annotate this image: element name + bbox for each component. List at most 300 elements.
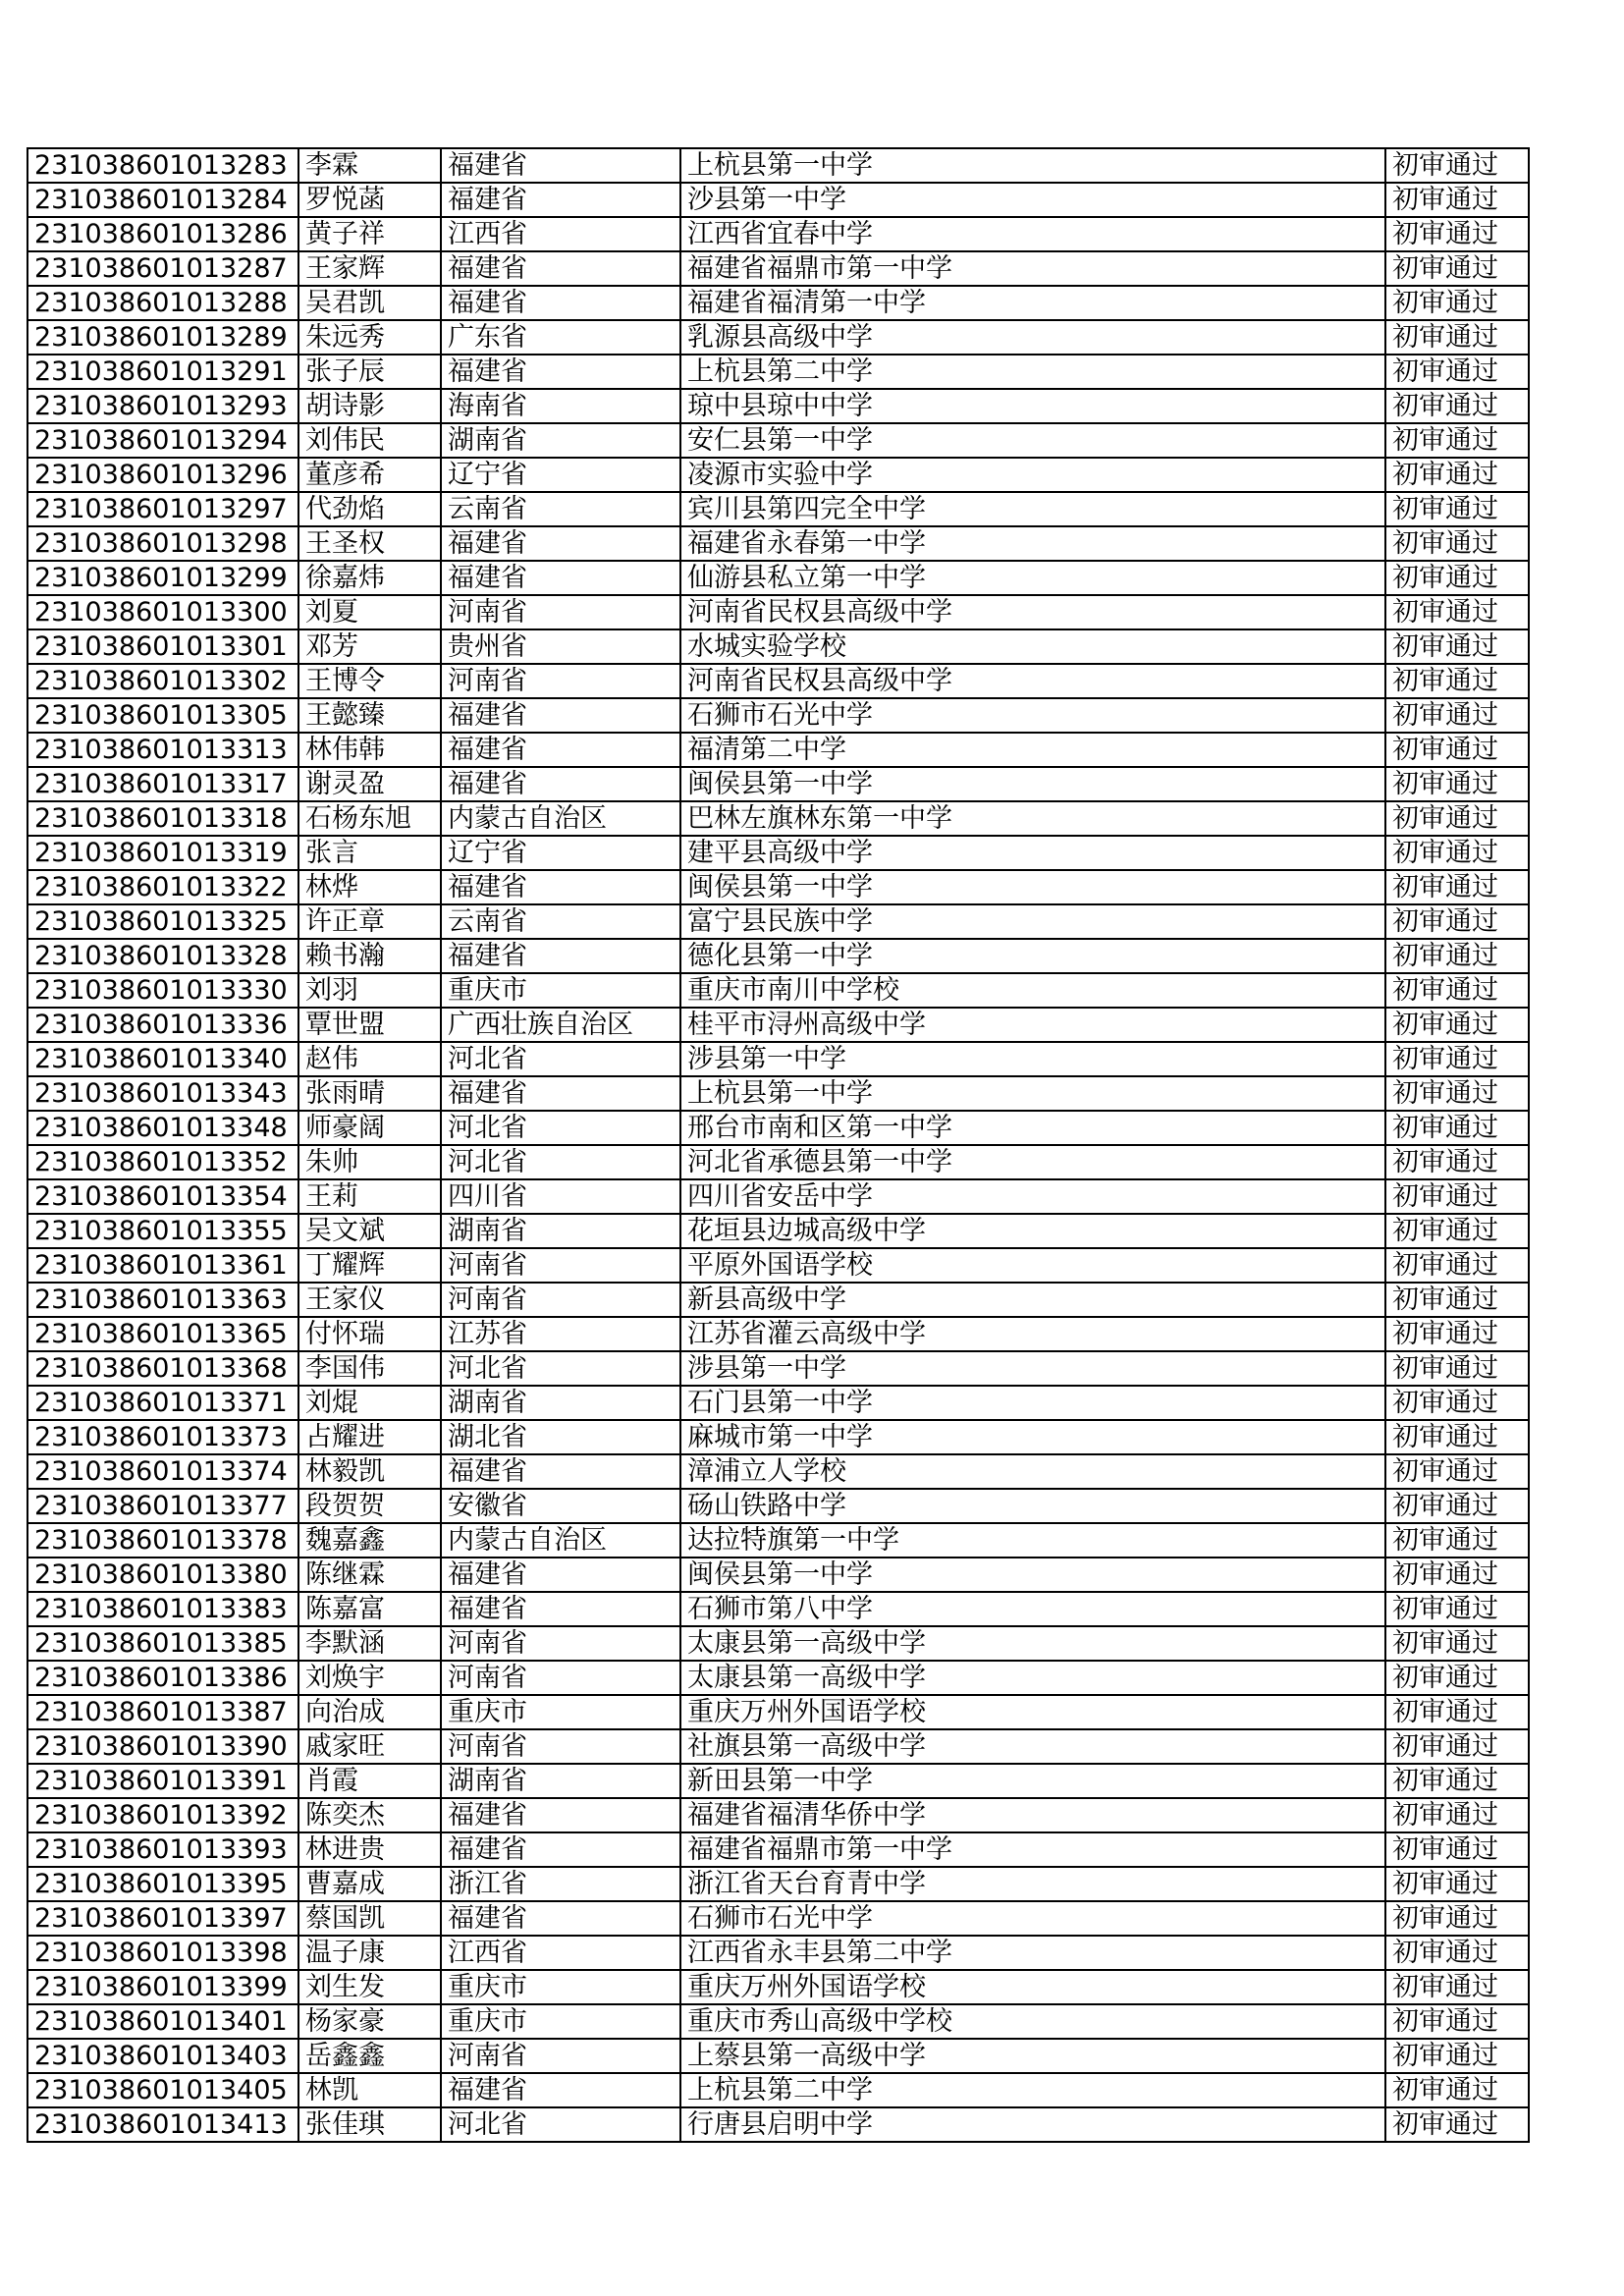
cell-name: 张言 — [298, 836, 441, 870]
cell-status: 初审通过 — [1385, 1317, 1529, 1351]
table-row — [27, 1214, 1529, 1248]
cell-province: 海南省 — [441, 389, 680, 423]
cell-province: 福建省 — [441, 1592, 680, 1626]
table-row — [27, 2073, 1529, 2107]
table-row — [27, 1145, 1529, 1179]
cell-name: 吴君凯 — [298, 286, 441, 320]
cell-province: 福建省 — [441, 526, 680, 561]
cell-status: 初审通过 — [1385, 561, 1529, 595]
cell-registration-id: 231038601013283 — [27, 148, 298, 183]
cell-school: 凌源市实验中学 — [680, 458, 1385, 492]
cell-registration-id: 231038601013325 — [27, 904, 298, 939]
cell-name: 李默涵 — [298, 1626, 441, 1661]
cell-school: 达拉特旗第一中学 — [680, 1523, 1385, 1558]
cell-school: 四川省安岳中学 — [680, 1179, 1385, 1214]
cell-name: 李霖 — [298, 148, 441, 183]
cell-status: 初审通过 — [1385, 1970, 1529, 2004]
cell-registration-id: 231038601013399 — [27, 1970, 298, 2004]
cell-province: 重庆市 — [441, 2004, 680, 2039]
cell-name: 戚家旺 — [298, 1729, 441, 1764]
cell-registration-id: 231038601013352 — [27, 1145, 298, 1179]
results-table-body — [27, 148, 1529, 2142]
cell-school: 行唐县启明中学 — [680, 2107, 1385, 2142]
cell-school: 平原外国语学校 — [680, 1248, 1385, 1283]
cell-name: 陈嘉富 — [298, 1592, 441, 1626]
table-row — [27, 1832, 1529, 1867]
cell-province: 福建省 — [441, 1832, 680, 1867]
cell-school: 社旗县第一高级中学 — [680, 1729, 1385, 1764]
cell-school: 仙游县私立第一中学 — [680, 561, 1385, 595]
cell-school: 新县高级中学 — [680, 1283, 1385, 1317]
cell-registration-id: 231038601013391 — [27, 1764, 298, 1798]
cell-registration-id: 231038601013286 — [27, 217, 298, 251]
cell-school: 江西省宜春中学 — [680, 217, 1385, 251]
cell-name: 温子康 — [298, 1936, 441, 1970]
cell-school: 福建省福鼎市第一中学 — [680, 1832, 1385, 1867]
cell-registration-id: 231038601013380 — [27, 1558, 298, 1592]
cell-registration-id: 231038601013348 — [27, 1111, 298, 1145]
cell-school: 上杭县第二中学 — [680, 355, 1385, 389]
cell-status: 初审通过 — [1385, 526, 1529, 561]
cell-province: 广东省 — [441, 320, 680, 355]
cell-province: 福建省 — [441, 1076, 680, 1111]
cell-province: 福建省 — [441, 939, 680, 973]
cell-school: 重庆万州外国语学校 — [680, 1970, 1385, 2004]
cell-name: 徐嘉炜 — [298, 561, 441, 595]
cell-province: 重庆市 — [441, 1695, 680, 1729]
cell-status: 初审通过 — [1385, 1936, 1529, 1970]
cell-school: 福建省福清华侨中学 — [680, 1798, 1385, 1832]
cell-registration-id: 231038601013318 — [27, 801, 298, 836]
cell-status: 初审通过 — [1385, 1592, 1529, 1626]
cell-status: 初审通过 — [1385, 1454, 1529, 1489]
cell-province: 江西省 — [441, 217, 680, 251]
cell-registration-id: 231038601013328 — [27, 939, 298, 973]
cell-school: 上杭县第一中学 — [680, 148, 1385, 183]
cell-status: 初审通过 — [1385, 1695, 1529, 1729]
cell-school: 河南省民权县高级中学 — [680, 664, 1385, 698]
cell-name: 刘伟民 — [298, 423, 441, 458]
cell-status: 初审通过 — [1385, 1523, 1529, 1558]
table-row — [27, 629, 1529, 664]
cell-status: 初审通过 — [1385, 251, 1529, 286]
table-row — [27, 939, 1529, 973]
cell-registration-id: 231038601013365 — [27, 1317, 298, 1351]
cell-province: 内蒙古自治区 — [441, 1523, 680, 1558]
cell-school: 巴林左旗林东第一中学 — [680, 801, 1385, 836]
cell-status: 初审通过 — [1385, 801, 1529, 836]
cell-name: 张子辰 — [298, 355, 441, 389]
cell-name: 董彦希 — [298, 458, 441, 492]
cell-status: 初审通过 — [1385, 1489, 1529, 1523]
cell-registration-id: 231038601013287 — [27, 251, 298, 286]
table-row — [27, 1764, 1529, 1798]
cell-registration-id: 231038601013373 — [27, 1420, 298, 1454]
cell-status: 初审通过 — [1385, 183, 1529, 217]
table-row — [27, 2039, 1529, 2073]
cell-registration-id: 231038601013368 — [27, 1351, 298, 1386]
cell-registration-id: 231038601013313 — [27, 733, 298, 767]
cell-status: 初审通过 — [1385, 217, 1529, 251]
cell-registration-id: 231038601013377 — [27, 1489, 298, 1523]
cell-province: 重庆市 — [441, 973, 680, 1008]
cell-status: 初审通过 — [1385, 1626, 1529, 1661]
cell-name: 杨家豪 — [298, 2004, 441, 2039]
cell-province: 福建省 — [441, 2073, 680, 2107]
cell-province: 江苏省 — [441, 1317, 680, 1351]
table-row — [27, 1867, 1529, 1901]
cell-name: 刘焜 — [298, 1386, 441, 1420]
cell-school: 福建省福清第一中学 — [680, 286, 1385, 320]
table-row — [27, 1042, 1529, 1076]
cell-school: 重庆市秀山高级中学校 — [680, 2004, 1385, 2039]
cell-registration-id: 231038601013322 — [27, 870, 298, 904]
cell-name: 林进贵 — [298, 1832, 441, 1867]
cell-registration-id: 231038601013374 — [27, 1454, 298, 1489]
cell-school: 河北省承德县第一中学 — [680, 1145, 1385, 1179]
cell-school: 涉县第一中学 — [680, 1351, 1385, 1386]
cell-province: 浙江省 — [441, 1867, 680, 1901]
cell-province: 河北省 — [441, 1145, 680, 1179]
cell-name: 肖霞 — [298, 1764, 441, 1798]
cell-school: 重庆市南川中学校 — [680, 973, 1385, 1008]
cell-school: 水城实验学校 — [680, 629, 1385, 664]
cell-name: 蔡国凯 — [298, 1901, 441, 1936]
cell-name: 李国伟 — [298, 1351, 441, 1386]
table-row — [27, 1729, 1529, 1764]
cell-registration-id: 231038601013288 — [27, 286, 298, 320]
cell-school: 漳浦立人学校 — [680, 1454, 1385, 1489]
cell-province: 辽宁省 — [441, 836, 680, 870]
cell-name: 王懿臻 — [298, 698, 441, 733]
cell-name: 刘夏 — [298, 595, 441, 629]
cell-province: 福建省 — [441, 1558, 680, 1592]
cell-status: 初审通过 — [1385, 629, 1529, 664]
cell-status: 初审通过 — [1385, 1420, 1529, 1454]
cell-province: 四川省 — [441, 1179, 680, 1214]
table-row — [27, 320, 1529, 355]
cell-status: 初审通过 — [1385, 1145, 1529, 1179]
table-row — [27, 1523, 1529, 1558]
table-row — [27, 801, 1529, 836]
cell-name: 张雨晴 — [298, 1076, 441, 1111]
cell-registration-id: 231038601013390 — [27, 1729, 298, 1764]
cell-status: 初审通过 — [1385, 320, 1529, 355]
cell-status: 初审通过 — [1385, 2039, 1529, 2073]
cell-province: 河北省 — [441, 2107, 680, 2142]
table-row — [27, 148, 1529, 183]
cell-status: 初审通过 — [1385, 492, 1529, 526]
cell-school: 建平县高级中学 — [680, 836, 1385, 870]
cell-registration-id: 231038601013300 — [27, 595, 298, 629]
cell-name: 赵伟 — [298, 1042, 441, 1076]
cell-province: 河南省 — [441, 1626, 680, 1661]
cell-name: 林伟韩 — [298, 733, 441, 767]
cell-school: 涉县第一中学 — [680, 1042, 1385, 1076]
cell-status: 初审通过 — [1385, 148, 1529, 183]
cell-status: 初审通过 — [1385, 664, 1529, 698]
cell-province: 江西省 — [441, 1936, 680, 1970]
cell-name: 许正章 — [298, 904, 441, 939]
cell-status: 初审通过 — [1385, 1867, 1529, 1901]
cell-province: 河北省 — [441, 1351, 680, 1386]
cell-name: 朱远秀 — [298, 320, 441, 355]
cell-registration-id: 231038601013383 — [27, 1592, 298, 1626]
cell-province: 河南省 — [441, 664, 680, 698]
cell-province: 福建省 — [441, 355, 680, 389]
cell-province: 河南省 — [441, 595, 680, 629]
cell-province: 广西壮族自治区 — [441, 1008, 680, 1042]
cell-registration-id: 231038601013305 — [27, 698, 298, 733]
cell-registration-id: 231038601013284 — [27, 183, 298, 217]
table-row — [27, 973, 1529, 1008]
cell-province: 湖南省 — [441, 1214, 680, 1248]
cell-name: 林烨 — [298, 870, 441, 904]
table-row — [27, 1454, 1529, 1489]
cell-status: 初审通过 — [1385, 1042, 1529, 1076]
cell-name: 王博令 — [298, 664, 441, 698]
table-row — [27, 836, 1529, 870]
table-row — [27, 389, 1529, 423]
cell-status: 初审通过 — [1385, 698, 1529, 733]
cell-status: 初审通过 — [1385, 939, 1529, 973]
cell-school: 宾川县第四完全中学 — [680, 492, 1385, 526]
cell-school: 沙县第一中学 — [680, 183, 1385, 217]
table-row — [27, 1661, 1529, 1695]
cell-province: 湖南省 — [441, 423, 680, 458]
cell-status: 初审通过 — [1385, 1386, 1529, 1420]
cell-school: 新田县第一中学 — [680, 1764, 1385, 1798]
cell-name: 赖书瀚 — [298, 939, 441, 973]
cell-name: 刘生发 — [298, 1970, 441, 2004]
cell-school: 福建省永春第一中学 — [680, 526, 1385, 561]
cell-status: 初审通过 — [1385, 1214, 1529, 1248]
cell-status: 初审通过 — [1385, 973, 1529, 1008]
cell-school: 石狮市石光中学 — [680, 1901, 1385, 1936]
cell-status: 初审通过 — [1385, 836, 1529, 870]
cell-school: 富宁县民族中学 — [680, 904, 1385, 939]
cell-registration-id: 231038601013319 — [27, 836, 298, 870]
table-row — [27, 1626, 1529, 1661]
cell-registration-id: 231038601013289 — [27, 320, 298, 355]
cell-name: 邓芳 — [298, 629, 441, 664]
cell-province: 福建省 — [441, 1454, 680, 1489]
cell-province: 河南省 — [441, 1283, 680, 1317]
cell-school: 重庆万州外国语学校 — [680, 1695, 1385, 1729]
cell-status: 初审通过 — [1385, 389, 1529, 423]
cell-registration-id: 231038601013392 — [27, 1798, 298, 1832]
table-row — [27, 698, 1529, 733]
cell-status: 初审通过 — [1385, 1248, 1529, 1283]
cell-school: 石狮市第八中学 — [680, 1592, 1385, 1626]
cell-status: 初审通过 — [1385, 355, 1529, 389]
table-row — [27, 423, 1529, 458]
cell-status: 初审通过 — [1385, 904, 1529, 939]
cell-school: 闽侯县第一中学 — [680, 1558, 1385, 1592]
cell-name: 岳鑫鑫 — [298, 2039, 441, 2073]
cell-status: 初审通过 — [1385, 1076, 1529, 1111]
cell-province: 重庆市 — [441, 1970, 680, 2004]
cell-school: 闽侯县第一中学 — [680, 767, 1385, 801]
cell-province: 福建省 — [441, 767, 680, 801]
cell-registration-id: 231038601013398 — [27, 1936, 298, 1970]
cell-name: 覃世盟 — [298, 1008, 441, 1042]
table-row — [27, 251, 1529, 286]
cell-school: 河南省民权县高级中学 — [680, 595, 1385, 629]
cell-registration-id: 231038601013385 — [27, 1626, 298, 1661]
cell-province: 辽宁省 — [441, 458, 680, 492]
cell-status: 初审通过 — [1385, 1111, 1529, 1145]
cell-province: 福建省 — [441, 1901, 680, 1936]
cell-registration-id: 231038601013386 — [27, 1661, 298, 1695]
cell-registration-id: 231038601013403 — [27, 2039, 298, 2073]
cell-province: 福建省 — [441, 561, 680, 595]
table-row — [27, 286, 1529, 320]
cell-status: 初审通过 — [1385, 767, 1529, 801]
cell-school: 德化县第一中学 — [680, 939, 1385, 973]
table-row — [27, 458, 1529, 492]
cell-province: 福建省 — [441, 870, 680, 904]
cell-province: 湖南省 — [441, 1386, 680, 1420]
cell-school: 福建省福鼎市第一中学 — [680, 251, 1385, 286]
cell-registration-id: 231038601013371 — [27, 1386, 298, 1420]
table-row — [27, 1489, 1529, 1523]
cell-registration-id: 231038601013401 — [27, 2004, 298, 2039]
cell-province: 河南省 — [441, 1248, 680, 1283]
cell-name: 付怀瑞 — [298, 1317, 441, 1351]
cell-province: 湖南省 — [441, 1764, 680, 1798]
table-row — [27, 904, 1529, 939]
cell-province: 河南省 — [441, 1661, 680, 1695]
cell-province: 福建省 — [441, 286, 680, 320]
cell-registration-id: 231038601013413 — [27, 2107, 298, 2142]
cell-name: 石杨东旭 — [298, 801, 441, 836]
cell-school: 江苏省灌云高级中学 — [680, 1317, 1385, 1351]
cell-registration-id: 231038601013301 — [27, 629, 298, 664]
cell-registration-id: 231038601013361 — [27, 1248, 298, 1283]
table-row — [27, 1936, 1529, 1970]
cell-status: 初审通过 — [1385, 2073, 1529, 2107]
cell-province: 河南省 — [441, 1729, 680, 1764]
table-row — [27, 355, 1529, 389]
cell-status: 初审通过 — [1385, 2107, 1529, 2142]
cell-status: 初审通过 — [1385, 1351, 1529, 1386]
cell-province: 贵州省 — [441, 629, 680, 664]
cell-province: 福建省 — [441, 698, 680, 733]
cell-school: 闽侯县第一中学 — [680, 870, 1385, 904]
table-row — [27, 1076, 1529, 1111]
cell-school: 上杭县第二中学 — [680, 2073, 1385, 2107]
results-table — [27, 147, 1530, 2143]
table-row — [27, 2107, 1529, 2142]
cell-registration-id: 231038601013294 — [27, 423, 298, 458]
cell-registration-id: 231038601013397 — [27, 1901, 298, 1936]
cell-school: 石门县第一中学 — [680, 1386, 1385, 1420]
cell-status: 初审通过 — [1385, 286, 1529, 320]
table-row — [27, 1798, 1529, 1832]
cell-province: 安徽省 — [441, 1489, 680, 1523]
table-row — [27, 870, 1529, 904]
cell-status: 初审通过 — [1385, 595, 1529, 629]
cell-status: 初审通过 — [1385, 458, 1529, 492]
table-row — [27, 767, 1529, 801]
cell-status: 初审通过 — [1385, 870, 1529, 904]
cell-school: 琼中县琼中中学 — [680, 389, 1385, 423]
cell-province: 河南省 — [441, 2039, 680, 2073]
cell-name: 黄子祥 — [298, 217, 441, 251]
cell-status: 初审通过 — [1385, 1832, 1529, 1867]
cell-name: 朱帅 — [298, 1145, 441, 1179]
table-row — [27, 561, 1529, 595]
cell-status: 初审通过 — [1385, 1179, 1529, 1214]
table-row — [27, 1351, 1529, 1386]
table-row — [27, 492, 1529, 526]
table-row — [27, 1901, 1529, 1936]
table-row — [27, 1008, 1529, 1042]
cell-province: 福建省 — [441, 1798, 680, 1832]
cell-registration-id: 231038601013317 — [27, 767, 298, 801]
cell-name: 占耀进 — [298, 1420, 441, 1454]
table-row — [27, 1970, 1529, 2004]
cell-name: 谢灵盈 — [298, 767, 441, 801]
cell-school: 上杭县第一中学 — [680, 1076, 1385, 1111]
table-row — [27, 1695, 1529, 1729]
cell-registration-id: 231038601013298 — [27, 526, 298, 561]
cell-registration-id: 231038601013297 — [27, 492, 298, 526]
cell-registration-id: 231038601013340 — [27, 1042, 298, 1076]
cell-name: 王莉 — [298, 1179, 441, 1214]
table-row — [27, 1111, 1529, 1145]
cell-registration-id: 231038601013336 — [27, 1008, 298, 1042]
cell-name: 师豪阔 — [298, 1111, 441, 1145]
cell-registration-id: 231038601013405 — [27, 2073, 298, 2107]
cell-school: 石狮市石光中学 — [680, 698, 1385, 733]
cell-school: 邢台市南和区第一中学 — [680, 1111, 1385, 1145]
cell-status: 初审通过 — [1385, 2004, 1529, 2039]
cell-name: 王家仪 — [298, 1283, 441, 1317]
cell-name: 吴文斌 — [298, 1214, 441, 1248]
table-row — [27, 2004, 1529, 2039]
cell-school: 乳源县高级中学 — [680, 320, 1385, 355]
cell-school: 福清第二中学 — [680, 733, 1385, 767]
table-row — [27, 595, 1529, 629]
cell-registration-id: 231038601013387 — [27, 1695, 298, 1729]
cell-name: 王家辉 — [298, 251, 441, 286]
cell-province: 河北省 — [441, 1042, 680, 1076]
cell-status: 初审通过 — [1385, 1764, 1529, 1798]
cell-name: 曹嘉成 — [298, 1867, 441, 1901]
cell-status: 初审通过 — [1385, 733, 1529, 767]
table-row — [27, 526, 1529, 561]
cell-registration-id: 231038601013302 — [27, 664, 298, 698]
cell-name: 刘焕宇 — [298, 1661, 441, 1695]
cell-registration-id: 231038601013299 — [27, 561, 298, 595]
cell-school: 浙江省天台育青中学 — [680, 1867, 1385, 1901]
table-row — [27, 1317, 1529, 1351]
cell-registration-id: 231038601013395 — [27, 1867, 298, 1901]
cell-name: 王圣权 — [298, 526, 441, 561]
cell-school: 花垣县边城高级中学 — [680, 1214, 1385, 1248]
table-row — [27, 217, 1529, 251]
cell-province: 福建省 — [441, 251, 680, 286]
cell-status: 初审通过 — [1385, 1901, 1529, 1936]
cell-province: 内蒙古自治区 — [441, 801, 680, 836]
cell-registration-id: 231038601013363 — [27, 1283, 298, 1317]
cell-status: 初审通过 — [1385, 423, 1529, 458]
cell-province: 福建省 — [441, 148, 680, 183]
cell-name: 丁耀辉 — [298, 1248, 441, 1283]
cell-status: 初审通过 — [1385, 1008, 1529, 1042]
